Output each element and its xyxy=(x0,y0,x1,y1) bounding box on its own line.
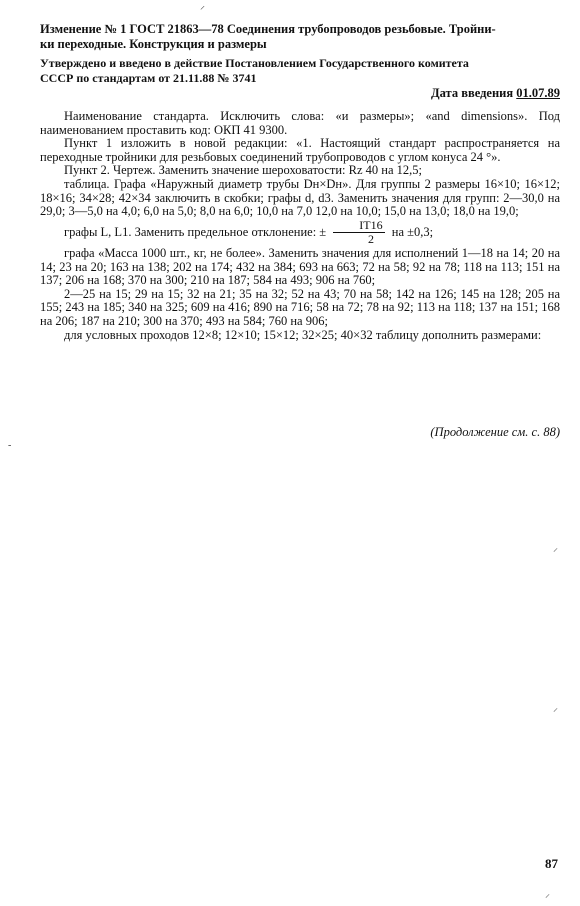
scan-mark: ⸝ xyxy=(545,889,550,900)
scan-mark: ⸍ xyxy=(200,5,205,16)
paragraph-point-1: Пункт 1 изложить в новой редакции: «1. Настоящий стандарт распространяется на переходные тройники для резьбовых соединений трубопроводов с углом конуса 24 °». xyxy=(40,136,560,164)
paragraph-name-change: Наименование стандарта. Исключить слова: «и размеры»; «and dimensions». Под наименованием проставить код: ОКП 41 9300. xyxy=(40,109,560,137)
paragraph-passages: для условных проходов 12×8; 12×10; 15×12; 32×25; 40×32 таблицу дополнить размерами: xyxy=(64,327,542,342)
approval-statement xyxy=(40,56,562,86)
page-number: 87 xyxy=(545,856,558,871)
paragraph-mass-1: графа «Масса 1000 шт., кг, не более». Заменить значения для исполнений 1—18 на 14; 20 на 14; 23 на 20; 163 на 138; 202 на 174; 432 на 384; 693 на 663; 72 на 58; 92 на 78; 118 на 113; 151 на 137; 206 на 168; 370 на 300; 210 на 187; 584 на 493; 906 на 760; xyxy=(40,245,560,288)
paragraph-tolerance xyxy=(40,219,560,247)
paragraph-point-2: Пункт 2. Чертеж. Заменить значение шероховатости: Rz 40 на 12,5; xyxy=(64,163,422,178)
scan-mark: ⸝ xyxy=(553,543,558,554)
body-text xyxy=(40,110,560,342)
scan-mark: - xyxy=(8,440,12,451)
title-line-2: ки переходные. Конструкция и размеры xyxy=(40,37,267,51)
intro-date-value: 01.07.89 xyxy=(516,86,560,100)
title-line-1: Изменение № 1 ГОСТ 21863—78 Соединения трубопроводов резьбовые. Тройни- xyxy=(40,22,496,36)
fraction-denominator: 2 xyxy=(367,232,374,247)
scan-mark: ⸝ xyxy=(553,703,558,714)
tolerance-text-after: на ±0,3; xyxy=(391,224,434,239)
introduction-date xyxy=(40,86,560,101)
approved-line-1: Утверждено и введено в действие Постановлением Государственного комитета xyxy=(40,56,469,70)
paragraph-table: таблица. Графа «Наружный диаметр трубы Dн×Dн». Для группы 2 размеры 16×10; 16×12; 18×16; 34×28; 42×34 заключить в скобки; графы d, d3. Заменить значения для групп: 2—30,0 на 29,0; 3—5,0 на 4,0; 6,0 на 5,0; 8,0 на 6,0; 10,0 на 7,0 12,0 на 10,0; 15,0 на 13,0; 18,0 на 19,0; xyxy=(40,176,560,219)
tolerance-text-before: графы L, L1. Заменить предельное отклонение: ± xyxy=(64,224,327,239)
approved-line-2: СССР по стандартам от 21.11.88 № 3741 xyxy=(40,71,257,85)
tolerance-fraction xyxy=(333,219,384,247)
intro-date-label: Дата введения xyxy=(431,86,514,100)
change-title xyxy=(40,22,562,52)
continuation-note: (Продолжение см. с. 88) xyxy=(430,425,560,439)
fraction-numerator: IT16 xyxy=(333,219,384,234)
paragraph-mass-2: 2—25 на 15; 29 на 15; 32 на 21; 35 на 32; 52 на 43; 70 на 58; 142 на 126; 145 на 128; 205 на 155; 243 на 185; 340 на 325; 609 на 416; 890 на 716; 58 на 72; 78 на 92; 113 на 118; 137 на 151; 168 на 206; 187 на 210; 300 на 370; 493 на 584; 760 на 906; xyxy=(40,286,560,328)
